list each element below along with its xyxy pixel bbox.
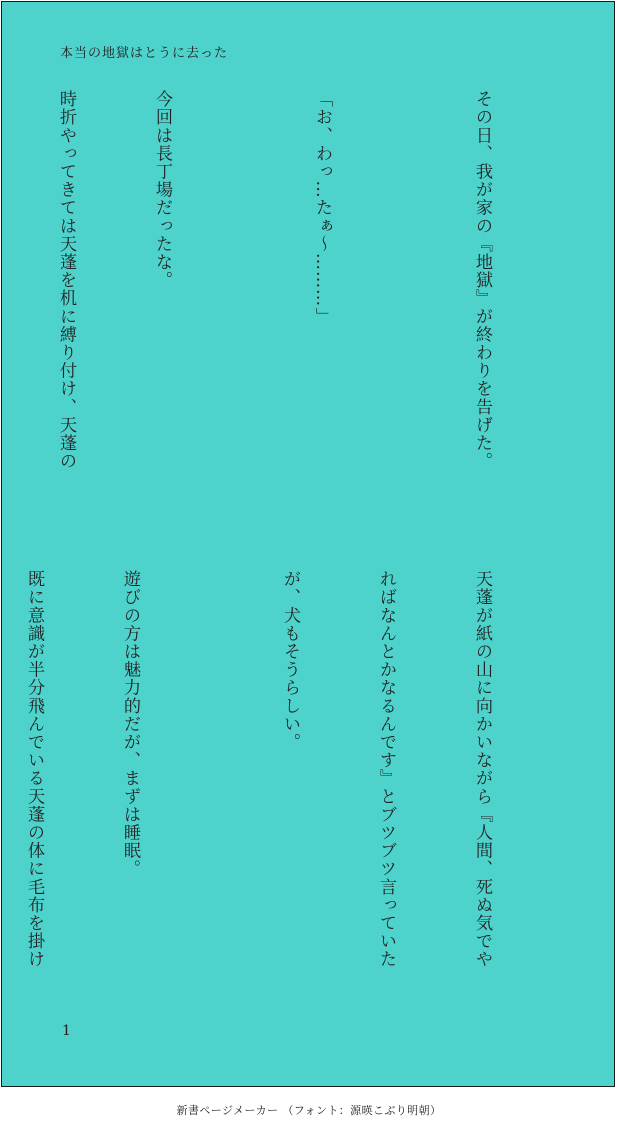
running-head: 本当の地獄はとうに去った — [60, 46, 229, 61]
text-line: 「お、わっ…たぁ〜………」 — [312, 90, 332, 326]
text-line: その日、我が家の『地獄』が終わりを告げた。 — [472, 90, 492, 471]
text-line: 遊びの方は魅力的だが、まずは睡眠。 — [120, 570, 140, 878]
text-line: 今回は長丁場だったな。 — [152, 90, 172, 290]
text-line: ればなんとかなるんです』とブツブツ言っていた — [376, 570, 396, 969]
text-line: 時折やってきては天蓬を机に縛り付け、天蓬の — [56, 90, 76, 471]
text-line: が、犬もそうらしい。 — [280, 570, 300, 751]
text-line: 天蓬が紙の山に向かいながら『人間、死ぬ気でや — [472, 570, 492, 969]
text-column-lower — [24, 570, 562, 1010]
text-column-upper — [56, 90, 562, 530]
footer-credit: 新書ページメーカー （フォント：源暎こぶり明朝） — [176, 1104, 442, 1117]
text-line: 既に意識が半分飛んでいる天蓬の体に毛布を掛け — [24, 570, 44, 969]
book-page — [1, 1, 615, 1087]
page-number: 1 — [62, 1023, 71, 1039]
